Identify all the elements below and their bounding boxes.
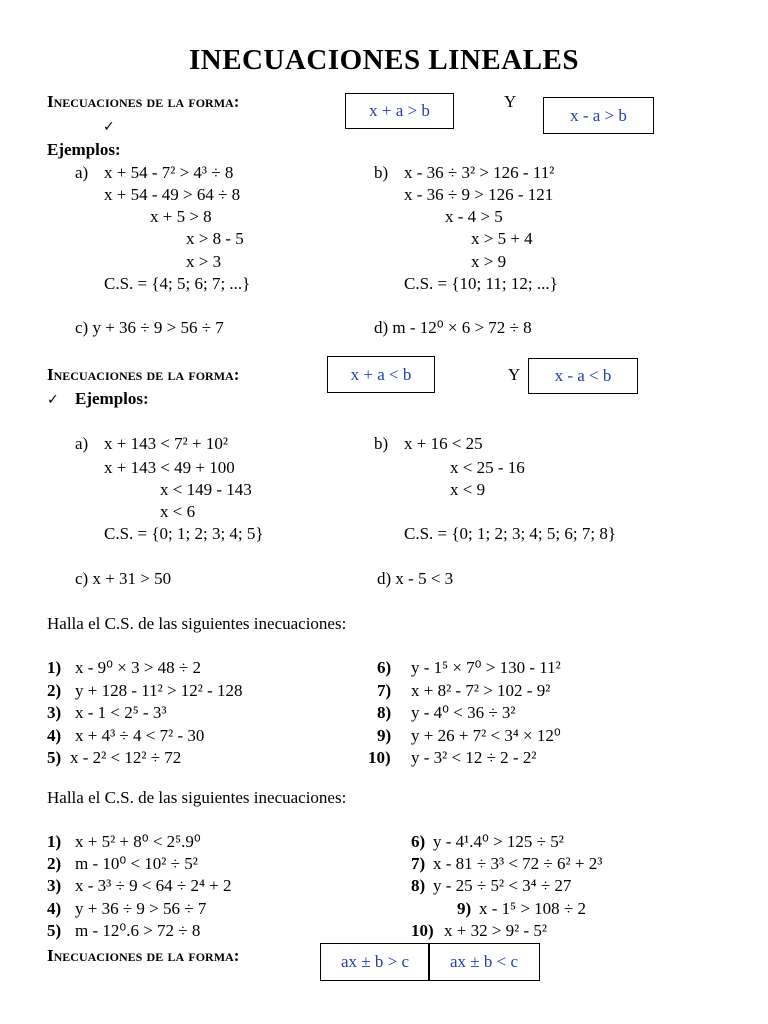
exercises2-heading: Halla el C.S. de las siguientes inecuaciones:: [47, 788, 347, 807]
example-a-line: x > 3: [186, 252, 222, 271]
exercise-number: 3): [47, 876, 62, 895]
example-c: c) x + 31 > 50: [75, 569, 172, 588]
exercise-number: 10): [411, 921, 434, 940]
section3-form-box-less: ax ± b < c: [428, 943, 540, 981]
exercise-expression: y - 25 ÷ 5² < 3⁴ ÷ 27: [433, 876, 572, 895]
section1-ejemplos: Ejemplos:: [47, 140, 121, 159]
exercises1-heading: Halla el C.S. de las siguientes inecuaciones:: [47, 614, 347, 633]
example-d: d) x - 5 < 3: [377, 569, 454, 588]
exercise-number: 7): [377, 681, 392, 700]
exercise-expression: x + 32 > 9² - 5²: [444, 921, 548, 940]
section2-ejemplos: Ejemplos:: [75, 389, 149, 408]
exercise-expression: y + 26 + 7² < 3⁴ × 12⁰: [411, 726, 561, 745]
exercise-expression: x - 1⁵ > 108 ÷ 2: [479, 899, 587, 918]
exercise-number: 5): [47, 748, 62, 767]
exercise-number: 3): [47, 703, 62, 722]
exercise-expression: x - 9⁰ × 3 > 48 ÷ 2: [75, 658, 201, 677]
section2-form-box-plus: x + a < b: [327, 356, 435, 393]
exercise-expression: y - 4⁰ < 36 ÷ 3²: [411, 703, 516, 722]
exercise-number: 1): [47, 658, 62, 677]
exercise-expression: x + 4³ ÷ 4 < 7² - 30: [75, 726, 205, 745]
exercise-expression: y + 36 ÷ 9 > 56 ÷ 7: [75, 899, 207, 918]
example-a-solution: C.S. = {4; 5; 6; 7; ...}: [104, 274, 251, 293]
section2-heading: Inecuaciones de la forma:: [47, 365, 240, 384]
example-b-line: x > 5 + 4: [471, 229, 533, 248]
exercise-expression: m - 10⁰ < 10² ÷ 5²: [75, 854, 198, 873]
exercise-expression: y - 3² < 12 ÷ 2 - 2²: [411, 748, 537, 767]
exercise-number: 5): [47, 921, 62, 940]
page-title: INECUACIONES LINEALES: [188, 44, 580, 76]
exercise-expression: x - 2² < 12² ÷ 72: [70, 748, 182, 767]
exercise-number: 7): [411, 854, 426, 873]
example-b-line: x + 16 < 25: [404, 434, 483, 453]
exercise-expression: x - 3³ ÷ 9 < 64 ÷ 2⁴ + 2: [75, 876, 232, 895]
exercise-expression: x - 81 ÷ 3³ < 72 ÷ 6² + 2³: [433, 854, 603, 873]
example-a-line: x + 54 - 7² > 4³ ÷ 8: [104, 163, 234, 182]
section3-form-box-greater: ax ± b > c: [320, 943, 430, 981]
example-a-line: x + 54 - 49 > 64 ÷ 8: [104, 185, 241, 204]
example-b-line: x < 9: [450, 480, 486, 499]
exercise-expression: y + 128 - 11² > 12² - 128: [75, 681, 243, 700]
section1-form-box-plus: x + a > b: [345, 93, 454, 129]
example-b-solution: C.S. = {10; 11; 12; ...}: [404, 274, 558, 293]
section2-y: Y: [508, 365, 521, 384]
example-b-line: x - 36 ÷ 9 > 126 - 121: [404, 185, 554, 204]
exercise-expression: x + 8² - 7² > 102 - 9²: [411, 681, 551, 700]
exercise-number: 2): [47, 854, 62, 873]
exercise-number: 6): [411, 832, 426, 851]
example-b-solution: C.S. = {0; 1; 2; 3; 4; 5; 6; 7; 8}: [404, 524, 616, 543]
example-a-solution: C.S. = {0; 1; 2; 3; 4; 5}: [104, 524, 264, 543]
example-b-line: x > 9: [471, 252, 507, 271]
example-b-label: b): [374, 163, 389, 182]
example-c: c) y + 36 ÷ 9 > 56 ÷ 7: [75, 318, 224, 337]
example-a-line: x < 149 - 143: [160, 480, 252, 499]
example-a-line: x > 8 - 5: [186, 229, 244, 248]
example-b-line: x - 4 > 5: [445, 207, 503, 226]
exercise-number: 8): [377, 703, 392, 722]
example-a-line: x < 6: [160, 502, 196, 521]
exercise-expression: y - 4¹.4⁰ > 125 ÷ 5²: [433, 832, 564, 851]
example-d: d) m - 12⁰ × 6 > 72 ÷ 8: [374, 318, 532, 337]
exercise-number: 2): [47, 681, 62, 700]
exercise-number: 9): [377, 726, 392, 745]
exercise-number: 10): [368, 748, 391, 767]
section1-y: Y: [504, 92, 517, 111]
example-a-label: a): [75, 434, 89, 453]
example-b-line: x < 25 - 16: [450, 458, 525, 477]
exercise-number: 4): [47, 726, 62, 745]
exercise-expression: x + 5² + 8⁰ < 2⁵.9⁰: [75, 832, 201, 851]
section3-heading: Inecuaciones de la forma:: [47, 946, 240, 965]
example-a-label: a): [75, 163, 89, 182]
section1-heading: Inecuaciones de la forma:: [47, 92, 240, 111]
exercise-number: 8): [411, 876, 426, 895]
section1-form-box-minus: x - a > b: [543, 97, 654, 134]
example-b-line: x - 36 ÷ 3² > 126 - 11²: [404, 163, 555, 182]
exercise-number: 1): [47, 832, 62, 851]
section2-form-box-minus: x - a < b: [528, 358, 638, 394]
example-a-line: x + 143 < 49 + 100: [104, 458, 235, 477]
exercise-expression: y - 1⁵ × 7⁰ > 130 - 11²: [411, 658, 561, 677]
check-icon: ✓: [47, 392, 59, 408]
exercise-expression: x - 1 < 2⁵ - 3³: [75, 703, 167, 722]
check-icon: ✓: [103, 119, 115, 135]
exercise-number: 6): [377, 658, 392, 677]
example-b-label: b): [374, 434, 389, 453]
exercise-expression: m - 12⁰.6 > 72 ÷ 8: [75, 921, 201, 940]
example-a-line: x + 5 > 8: [150, 207, 212, 226]
example-a-line: x + 143 < 7² + 10²: [104, 434, 228, 453]
exercise-number: 4): [47, 899, 62, 918]
exercise-number: 9): [457, 899, 472, 918]
